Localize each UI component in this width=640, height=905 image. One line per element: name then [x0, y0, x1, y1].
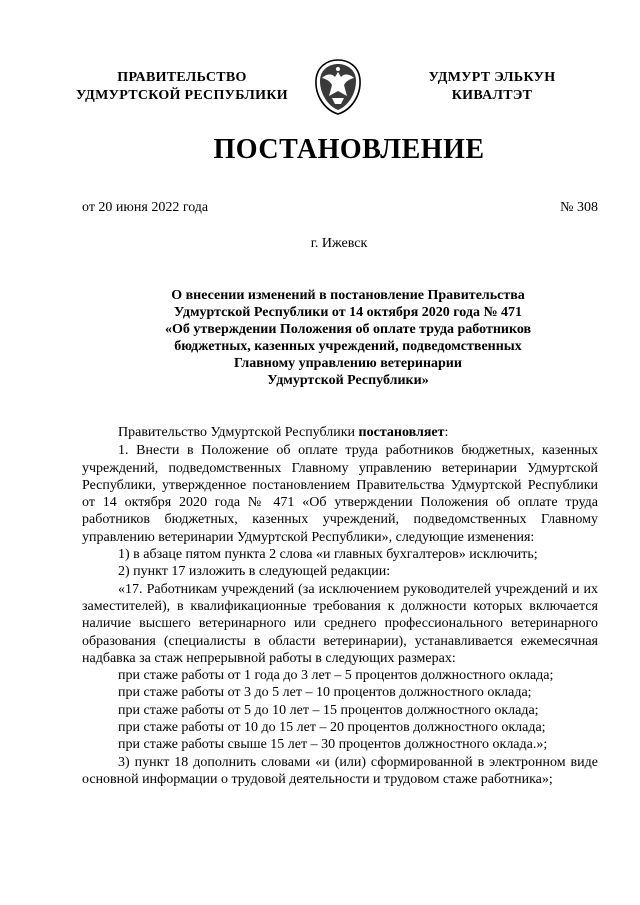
subject-line: бюджетных, казенных учреждений, подведомственных — [174, 339, 522, 354]
intro-paragraph — [82, 424, 598, 441]
subject-line: «Об утверждении Положения об оплате труда работников — [164, 322, 532, 337]
document-date: от 20 июня 2022 года — [82, 200, 209, 215]
issuer-left-line-2: УДМУРТСКОЙ РЕСПУБЛИКИ — [76, 88, 288, 103]
issuer-right-line-2: КИВАЛТЭТ — [451, 88, 533, 103]
body-paragraph: «17. Работникам учреждений (за исключением руководителей учреждений и их заместителей), в квалификационные требования к должности которых включается наличие высшего ветеринарного или среднего профессионального ветеринарного образования (специалисты в области ветеринарии), устанавливается ежемесячная надбавка за стаж непрерывной работы в следующих размерах: — [82, 581, 598, 666]
intro-text: Правительство Удмуртской Республики — [118, 425, 359, 440]
issuer-right — [392, 69, 592, 105]
document-city: г. Ижевск — [310, 236, 368, 251]
issuer-left-line-1: ПРАВИТЕЛЬСТВО — [117, 70, 247, 85]
body-paragraph: 1) в абзаце пятом пункта 2 слова «и главных бухгалтеров» исключить; — [118, 547, 538, 563]
udmurt-emblem-icon — [313, 58, 363, 116]
subject-line: Удмуртской Республики» — [267, 373, 429, 388]
document-number: № 308 — [560, 200, 598, 215]
document-subject — [118, 287, 578, 389]
body-paragraph: 1. Внести в Положение об оплате труда работников бюджетных, казенных учреждений, подведомственных Главному управлению ветеринарии Удмуртской Республики, утвержденное постановлением Правительства Удмуртской Республики от 14 октября 2020 года № 471 «Об утверждении Положения об оплате труда работников бюджетных, казенных учреждений, подведомственных Главному управлению ветеринарии Удмуртской Республики», следующие изменения: — [82, 443, 598, 545]
intro-bold: постановляет — [358, 425, 445, 440]
document-body — [82, 424, 598, 788]
subject-line: Удмуртской Республики от 14 октября 2020 года № 471 — [173, 305, 523, 320]
body-paragraph: 2) пункт 17 изложить в следующей редакции: — [118, 564, 391, 580]
body-paragraph: при стаже работы от 3 до 5 лет – 10 процентов должностного оклада; — [118, 685, 532, 701]
body-paragraph: при стаже работы от 10 до 15 лет – 20 процентов должностного оклада; — [118, 720, 546, 736]
body-paragraph: при стаже работы от 5 до 10 лет – 15 процентов должностного оклада; — [118, 702, 539, 718]
body-paragraph: при стаже работы свыше 15 лет – 30 процентов должностного оклада.»; — [118, 737, 548, 753]
intro-tail: : — [444, 425, 449, 440]
issuer-left — [62, 69, 302, 105]
issuer-right-line-1: УДМУРТ ЭЛЬКУН — [428, 70, 556, 85]
body-paragraph: при стаже работы от 1 года до 3 лет – 5 процентов должностного оклада; — [118, 668, 554, 684]
document-title: ПОСТАНОВЛЕНИЕ — [213, 134, 485, 165]
subject-line: Главному управлению ветеринарии — [234, 356, 462, 371]
body-paragraph: 3) пункт 18 дополнить словами «и (или) сформированной в электронном виде основной информации о трудовой деятельности и трудовом стаже работника»; — [82, 754, 598, 787]
subject-line: О внесении изменений в постановление Правительства — [171, 288, 525, 303]
